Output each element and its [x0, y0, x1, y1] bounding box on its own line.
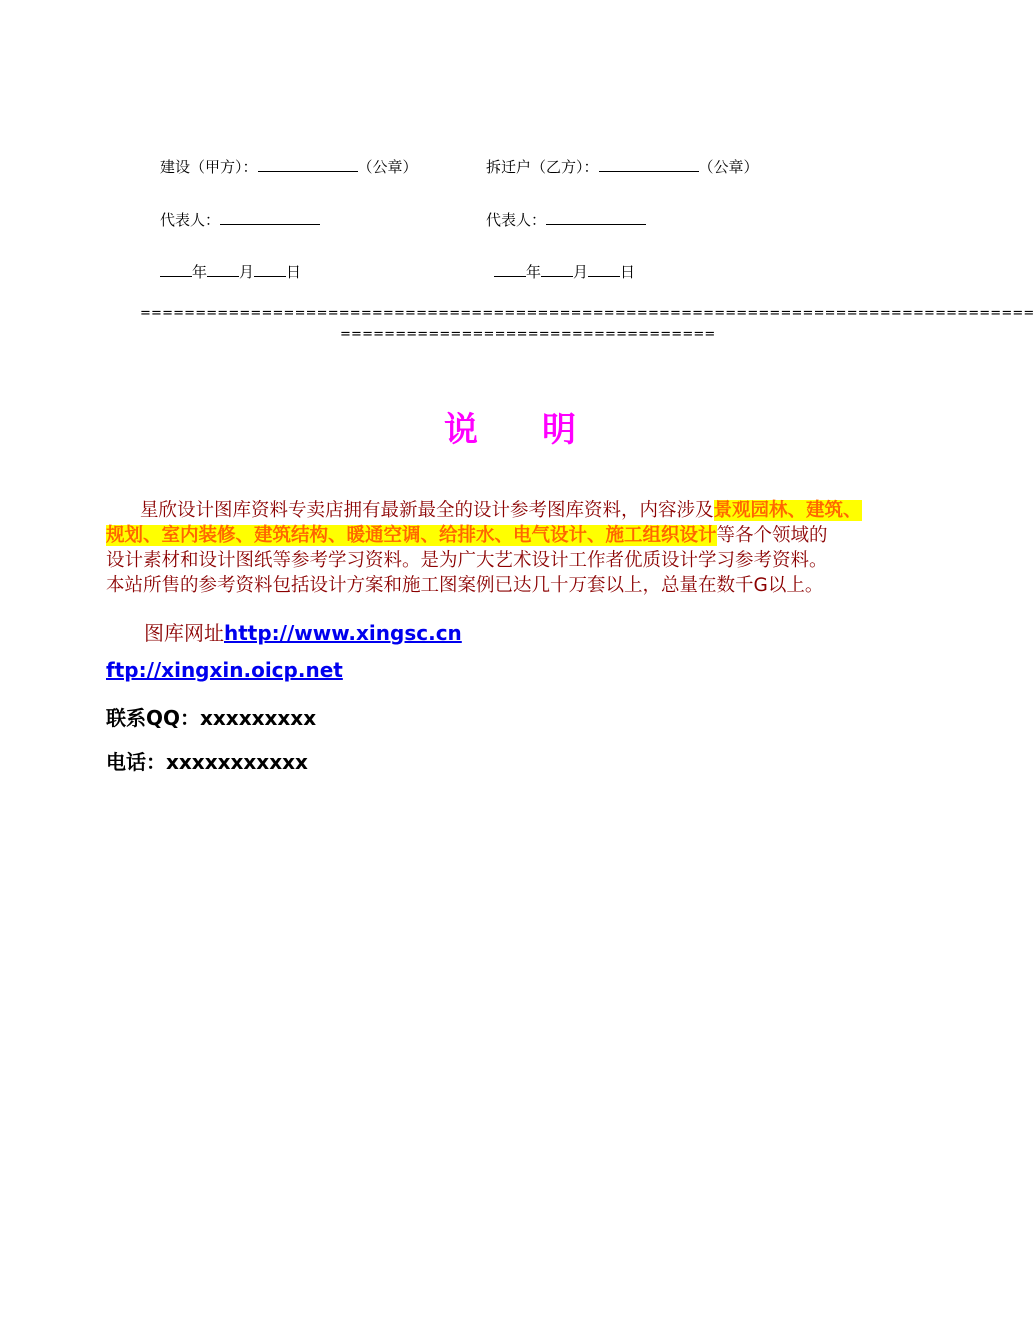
rep-b-label: 代表人： — [486, 211, 547, 229]
highlight-fields-1: 景观园林、建筑、 — [713, 500, 862, 521]
notice-title — [444, 402, 578, 451]
separator-line-1: ================================================================================= — [140, 306, 1034, 321]
date-b-line — [494, 262, 635, 282]
notice-line-2 — [106, 523, 828, 548]
title-char-1: 说 — [444, 410, 480, 450]
rep-b-line — [486, 210, 646, 230]
date-b-year-blank — [494, 262, 526, 277]
party-a-blank — [258, 157, 358, 172]
date-a-year-blank — [160, 262, 192, 277]
highlight-fields-2: 规划、室内装修、建筑结构、暖通空调、给排水、电气设计、施工组织设计 — [106, 525, 717, 546]
notice-line-1 — [140, 498, 862, 523]
date-a-line — [160, 262, 301, 282]
party-b-line — [486, 157, 759, 177]
rep-a-label: 代表人： — [160, 211, 221, 229]
separator-line-2: ================================== — [340, 327, 716, 342]
rep-a-line — [160, 210, 320, 230]
date-b-day-blank — [588, 262, 620, 277]
rep-b-blank — [546, 210, 646, 225]
rep-a-blank — [220, 210, 320, 225]
date-a-month-blank — [207, 262, 239, 277]
site-label: 图库网址 — [144, 621, 224, 645]
party-a-seal: （公章） — [357, 158, 418, 176]
date-b-month-blank — [541, 262, 573, 277]
date-b-year: 年 — [526, 263, 542, 281]
ftp-link[interactable]: ftp://xingxin.oicp.net — [106, 658, 343, 682]
fields-tail: 等各个领域的 — [716, 525, 828, 546]
site-line — [144, 617, 462, 646]
party-b-blank — [599, 157, 699, 172]
date-b-day: 日 — [620, 263, 636, 281]
ftp-line — [106, 658, 343, 682]
party-b-seal: （公章） — [698, 158, 759, 176]
notice-line-3: 设计素材和设计图纸等参考学习资料。是为广大艺术设计工作者优质设计学习参考资料。 — [106, 550, 828, 571]
party-a-label: 建设（甲方）： — [160, 158, 258, 176]
intro-text: 星欣设计图库资料专卖店拥有最新最全的设计参考图库资料，内容涉及 — [140, 500, 714, 521]
date-a-month: 月 — [239, 263, 255, 281]
date-b-month: 月 — [573, 263, 589, 281]
notice-line-4: 本站所售的参考资料包括设计方案和施工图案例已达几十万套以上，总量在数千G以上。 — [106, 575, 824, 596]
date-a-year: 年 — [192, 263, 208, 281]
date-a-day-blank — [254, 262, 286, 277]
party-b-label: 拆迁户（乙方）： — [486, 158, 599, 176]
title-char-2: 明 — [542, 410, 578, 450]
party-a-line — [160, 157, 418, 177]
site-link[interactable]: http://www.xingsc.cn — [224, 621, 462, 645]
phone-contact: 电话：xxxxxxxxxxx — [106, 750, 308, 774]
qq-contact: 联系QQ：xxxxxxxxx — [106, 706, 317, 730]
date-a-day: 日 — [286, 263, 302, 281]
